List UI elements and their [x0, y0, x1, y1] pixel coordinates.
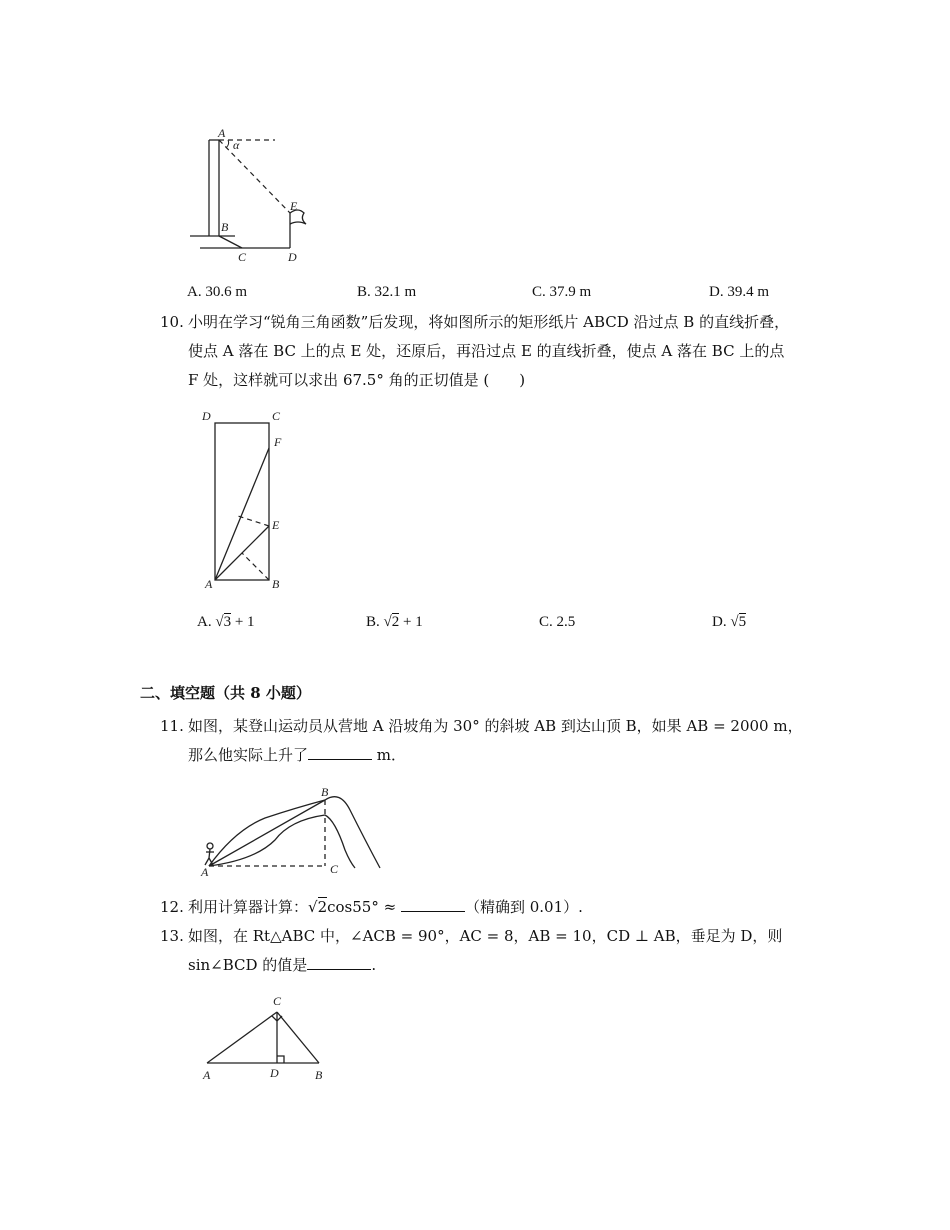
- q10-line-2: 使点 A 落在 BC 上的点 E 处，还原后，再沿过点 E 的直线折叠，使点 A 落在 BC 上的点: [188, 342, 785, 360]
- q10-option-d: D. √5: [712, 614, 747, 630]
- q9-option-d: D. 39.4 m: [709, 284, 770, 300]
- q9-figure: [180, 120, 340, 270]
- q9-option-b: B. 32.1 m: [357, 284, 417, 300]
- q9-option-c: C. 37.9 m: [532, 284, 592, 300]
- q11-figure: [195, 780, 395, 880]
- q10-option-b: B. √2 + 1: [366, 614, 423, 630]
- q12-answer-blank[interactable]: [401, 897, 465, 912]
- q10-line-3: F 处，这样就可以求出 67.5° 角的正切值是 ( ): [188, 371, 526, 389]
- q9-option-a: A. 30.6 m: [187, 284, 248, 300]
- section-title: 二、填空题（共 8 小题）: [140, 684, 311, 702]
- q10-label-c: C: [272, 409, 281, 423]
- q13-answer-blank[interactable]: [307, 955, 371, 970]
- q11-number: 11.: [160, 717, 184, 735]
- q11-line-1: 如图，某登山运动员从营地 A 沿坡角为 30° 的斜坡 AB 到达山顶 B，如果 AB = 2000 m，: [188, 717, 803, 735]
- q10-label-e: E: [272, 518, 280, 532]
- q9-label-d: D: [288, 250, 297, 264]
- q13-number: 13.: [160, 927, 184, 945]
- q13-label-d: D: [270, 1066, 279, 1080]
- q10-option-c: C. 2.5: [539, 614, 576, 630]
- q9-label-c: C: [238, 250, 247, 264]
- q10-label-d: D: [202, 409, 211, 423]
- q13-label-c: C: [273, 994, 282, 1008]
- q9-label-e: E: [290, 199, 298, 213]
- q10-label-b: B: [272, 577, 280, 591]
- q10-label-a: A: [205, 577, 213, 591]
- q10-label-f: F: [274, 435, 282, 449]
- q10-number: 10.: [160, 313, 184, 331]
- q13-figure: [195, 990, 335, 1085]
- q13-label-a: A: [203, 1068, 211, 1082]
- q9-label-b: B: [221, 220, 229, 234]
- q9-label-a: A: [218, 126, 226, 140]
- q10-option-a: A. √3 + 1: [197, 614, 255, 630]
- q12-number: 12.: [160, 898, 184, 916]
- q11-label-b: B: [321, 785, 329, 799]
- q10-line-1: 小明在学习“锐角三角函数”后发现，将如图所示的矩形纸片 ABCD 沿过点 B 的直线折叠，: [188, 313, 790, 331]
- q13-line-2: sin∠BCD 的值是 .: [188, 956, 377, 974]
- q9-label-alpha: α: [233, 138, 240, 152]
- q11-label-c: C: [330, 862, 339, 876]
- q11-answer-blank[interactable]: [308, 745, 372, 760]
- q12-line: 利用计算器计算：√2cos55° ≈ （精确到 0.01）.: [188, 898, 583, 916]
- q11-label-a: A: [201, 865, 209, 879]
- q10-figure: [195, 405, 305, 595]
- q13-line-1: 如图，在 Rt△ABC 中，∠ACB = 90°，AC = 8，AB = 10，CD ⊥ AB，垂足为 D，则: [188, 927, 783, 945]
- q11-line-2: 那么他实际上升了 m．: [188, 746, 407, 764]
- q13-label-b: B: [315, 1068, 323, 1082]
